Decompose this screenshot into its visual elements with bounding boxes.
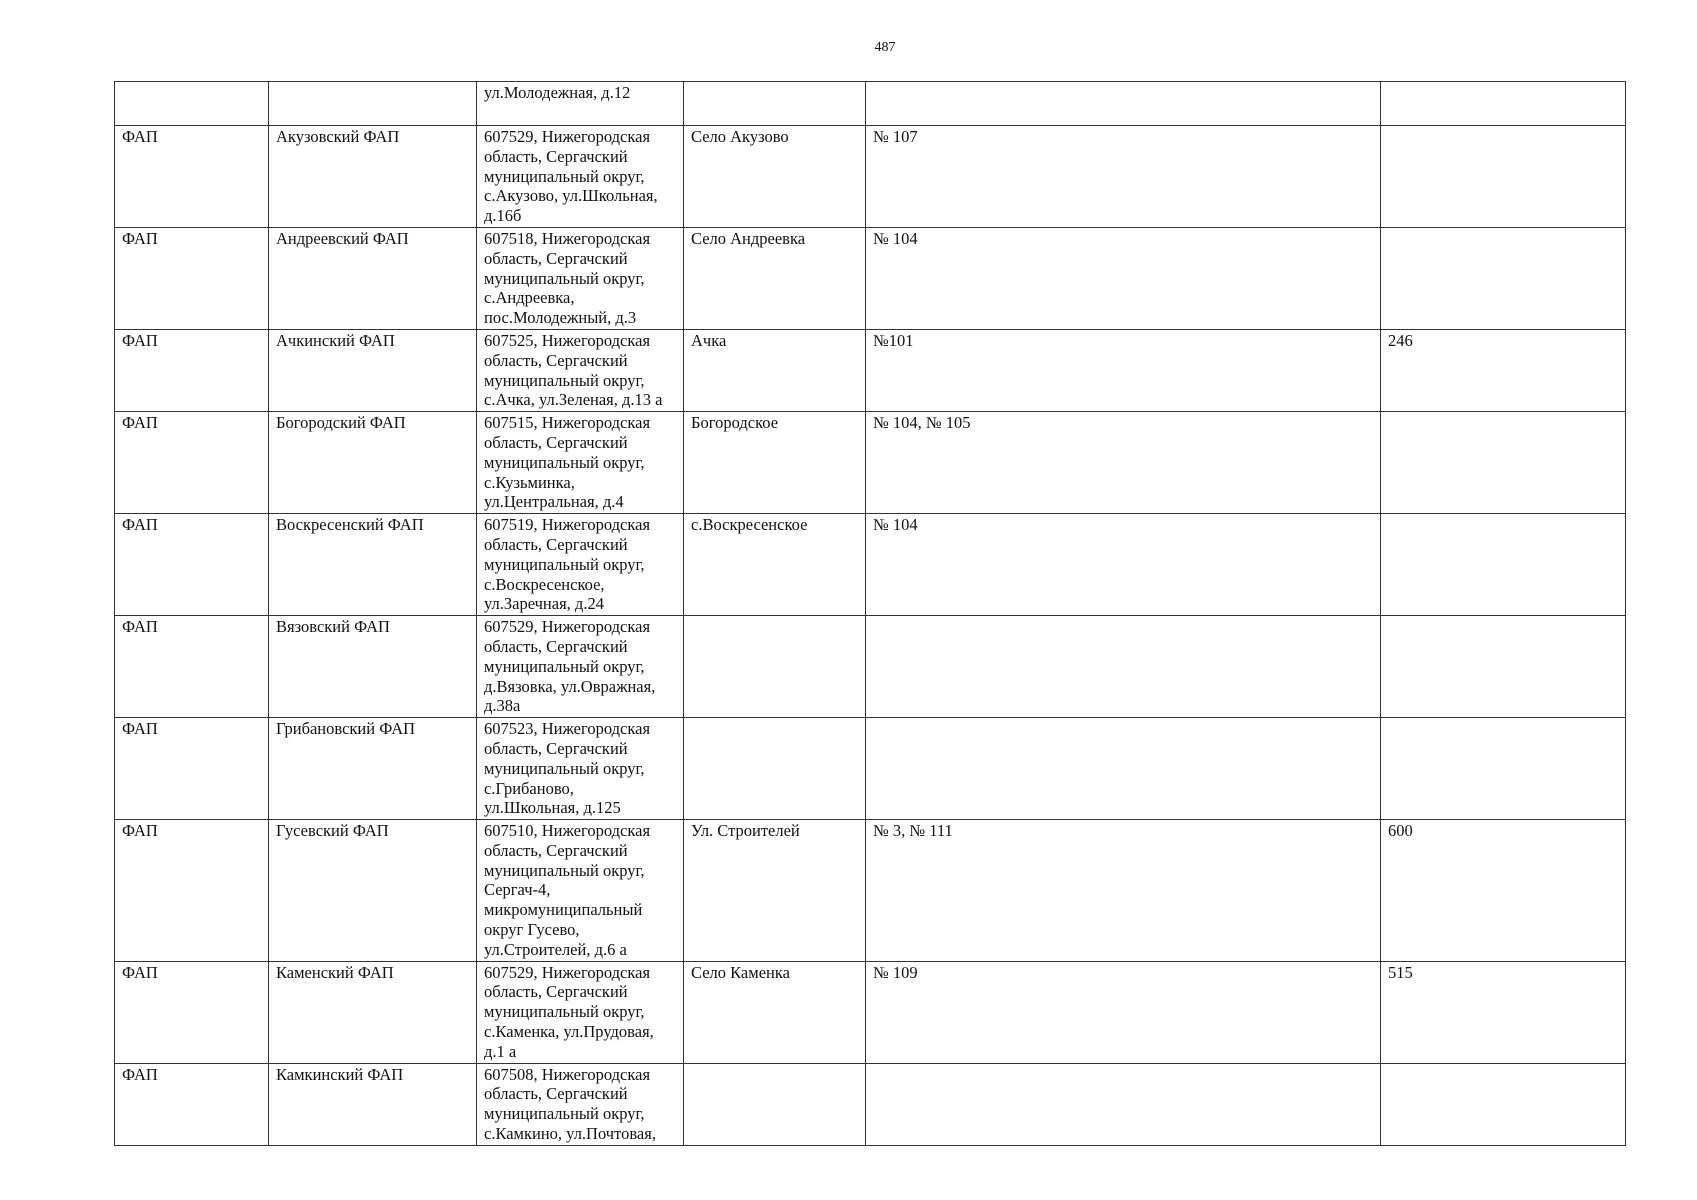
facility-address-cell: 607510, Нижегородская область, Сергачский муниципальный округ, Сергач-4, микромуниципальный округ Гусево, ул.Строителей, д.6 а xyxy=(477,820,684,962)
population-cell xyxy=(1381,1063,1626,1145)
facility-type-cell: ФАП xyxy=(115,718,269,820)
table-row xyxy=(115,514,1626,616)
locality-cell xyxy=(684,82,866,126)
facility-type-cell: ФАП xyxy=(115,616,269,718)
locality-cell: Ул. Строителей xyxy=(684,820,866,962)
facility-address-cell: ул.Молодежная, д.12 xyxy=(477,82,684,126)
population-cell xyxy=(1381,126,1626,228)
facility-type-cell: ФАП xyxy=(115,514,269,616)
facilities-table xyxy=(114,81,1626,1146)
population-cell xyxy=(1381,412,1626,514)
locality-cell: Ачка xyxy=(684,329,866,411)
districts-cell xyxy=(866,616,1381,718)
districts-cell: № 104, № 105 xyxy=(866,412,1381,514)
population-cell: 246 xyxy=(1381,329,1626,411)
facility-address-cell: 607518, Нижегородская область, Сергачский муниципальный округ, с.Андреевка, пос.Молодежный, д.3 xyxy=(477,227,684,329)
facility-type-cell: ФАП xyxy=(115,1063,269,1145)
table-row xyxy=(115,329,1626,411)
districts-cell xyxy=(866,1063,1381,1145)
districts-cell: № 3, № 111 xyxy=(866,820,1381,962)
districts-cell: № 107 xyxy=(866,126,1381,228)
population-cell xyxy=(1381,82,1626,126)
table-row xyxy=(115,227,1626,329)
facility-address-cell: 607523, Нижегородская область, Сергачский муниципальный округ, с.Грибаново, ул.Школьная, д.125 xyxy=(477,718,684,820)
facility-name-cell: Вязовский ФАП xyxy=(269,616,477,718)
districts-cell: №101 xyxy=(866,329,1381,411)
facility-name-cell xyxy=(269,82,477,126)
facility-name-cell: Каменский ФАП xyxy=(269,961,477,1063)
locality-cell: Село Андреевка xyxy=(684,227,866,329)
districts-cell xyxy=(866,718,1381,820)
facility-type-cell: ФАП xyxy=(115,961,269,1063)
facility-name-cell: Камкинский ФАП xyxy=(269,1063,477,1145)
population-cell xyxy=(1381,514,1626,616)
locality-cell xyxy=(684,616,866,718)
facility-type-cell: ФАП xyxy=(115,820,269,962)
facility-name-cell: Ачкинский ФАП xyxy=(269,329,477,411)
facility-type-cell: ФАП xyxy=(115,412,269,514)
population-cell xyxy=(1381,718,1626,820)
population-cell: 600 xyxy=(1381,820,1626,962)
locality-cell xyxy=(684,718,866,820)
facility-address-cell: 607508, Нижегородская область, Сергачский муниципальный округ, с.Камкино, ул.Почтовая, xyxy=(477,1063,684,1145)
facility-address-cell: 607519, Нижегородская область, Сергачский муниципальный округ, с.Воскресенское, ул.Заречная, д.24 xyxy=(477,514,684,616)
facility-address-cell: 607529, Нижегородская область, Сергачский муниципальный округ, с.Каменка, ул.Прудовая, д.1 а xyxy=(477,961,684,1063)
table-row xyxy=(115,82,1626,126)
locality-cell: с.Воскресенское xyxy=(684,514,866,616)
facility-address-cell: 607529, Нижегородская область, Сергачский муниципальный округ, д.Вязовка, ул.Овражная, д.38а xyxy=(477,616,684,718)
facility-type-cell: ФАП xyxy=(115,227,269,329)
facility-name-cell: Богородский ФАП xyxy=(269,412,477,514)
table-row xyxy=(115,718,1626,820)
locality-cell: Село Акузово xyxy=(684,126,866,228)
locality-cell: Село Каменка xyxy=(684,961,866,1063)
facility-type-cell xyxy=(115,82,269,126)
table-row xyxy=(115,412,1626,514)
population-cell: 515 xyxy=(1381,961,1626,1063)
facility-name-cell: Воскресенский ФАП xyxy=(269,514,477,616)
districts-cell: № 104 xyxy=(866,227,1381,329)
facility-name-cell: Грибановский ФАП xyxy=(269,718,477,820)
table-row xyxy=(115,961,1626,1063)
locality-cell xyxy=(684,1063,866,1145)
facility-name-cell: Гусевский ФАП xyxy=(269,820,477,962)
population-cell xyxy=(1381,227,1626,329)
districts-cell xyxy=(866,82,1381,126)
table-row xyxy=(115,616,1626,718)
facility-name-cell: Акузовский ФАП xyxy=(269,126,477,228)
facility-type-cell: ФАП xyxy=(115,126,269,228)
facility-address-cell: 607529, Нижегородская область, Сергачский муниципальный округ, с.Акузово, ул.Школьная, д.16б xyxy=(477,126,684,228)
facility-address-cell: 607515, Нижегородская область, Сергачский муниципальный округ, с.Кузьминка, ул.Центральная, д.4 xyxy=(477,412,684,514)
locality-cell: Богородское xyxy=(684,412,866,514)
table-row xyxy=(115,1063,1626,1145)
page-number: 487 xyxy=(874,40,896,55)
districts-cell: № 109 xyxy=(866,961,1381,1063)
facility-type-cell: ФАП xyxy=(115,329,269,411)
population-cell xyxy=(1381,616,1626,718)
table-row xyxy=(115,126,1626,228)
districts-cell: № 104 xyxy=(866,514,1381,616)
facility-name-cell: Андреевский ФАП xyxy=(269,227,477,329)
facility-address-cell: 607525, Нижегородская область, Сергачский муниципальный округ, с.Ачка, ул.Зеленая, д.13 а xyxy=(477,329,684,411)
table-row xyxy=(115,820,1626,962)
